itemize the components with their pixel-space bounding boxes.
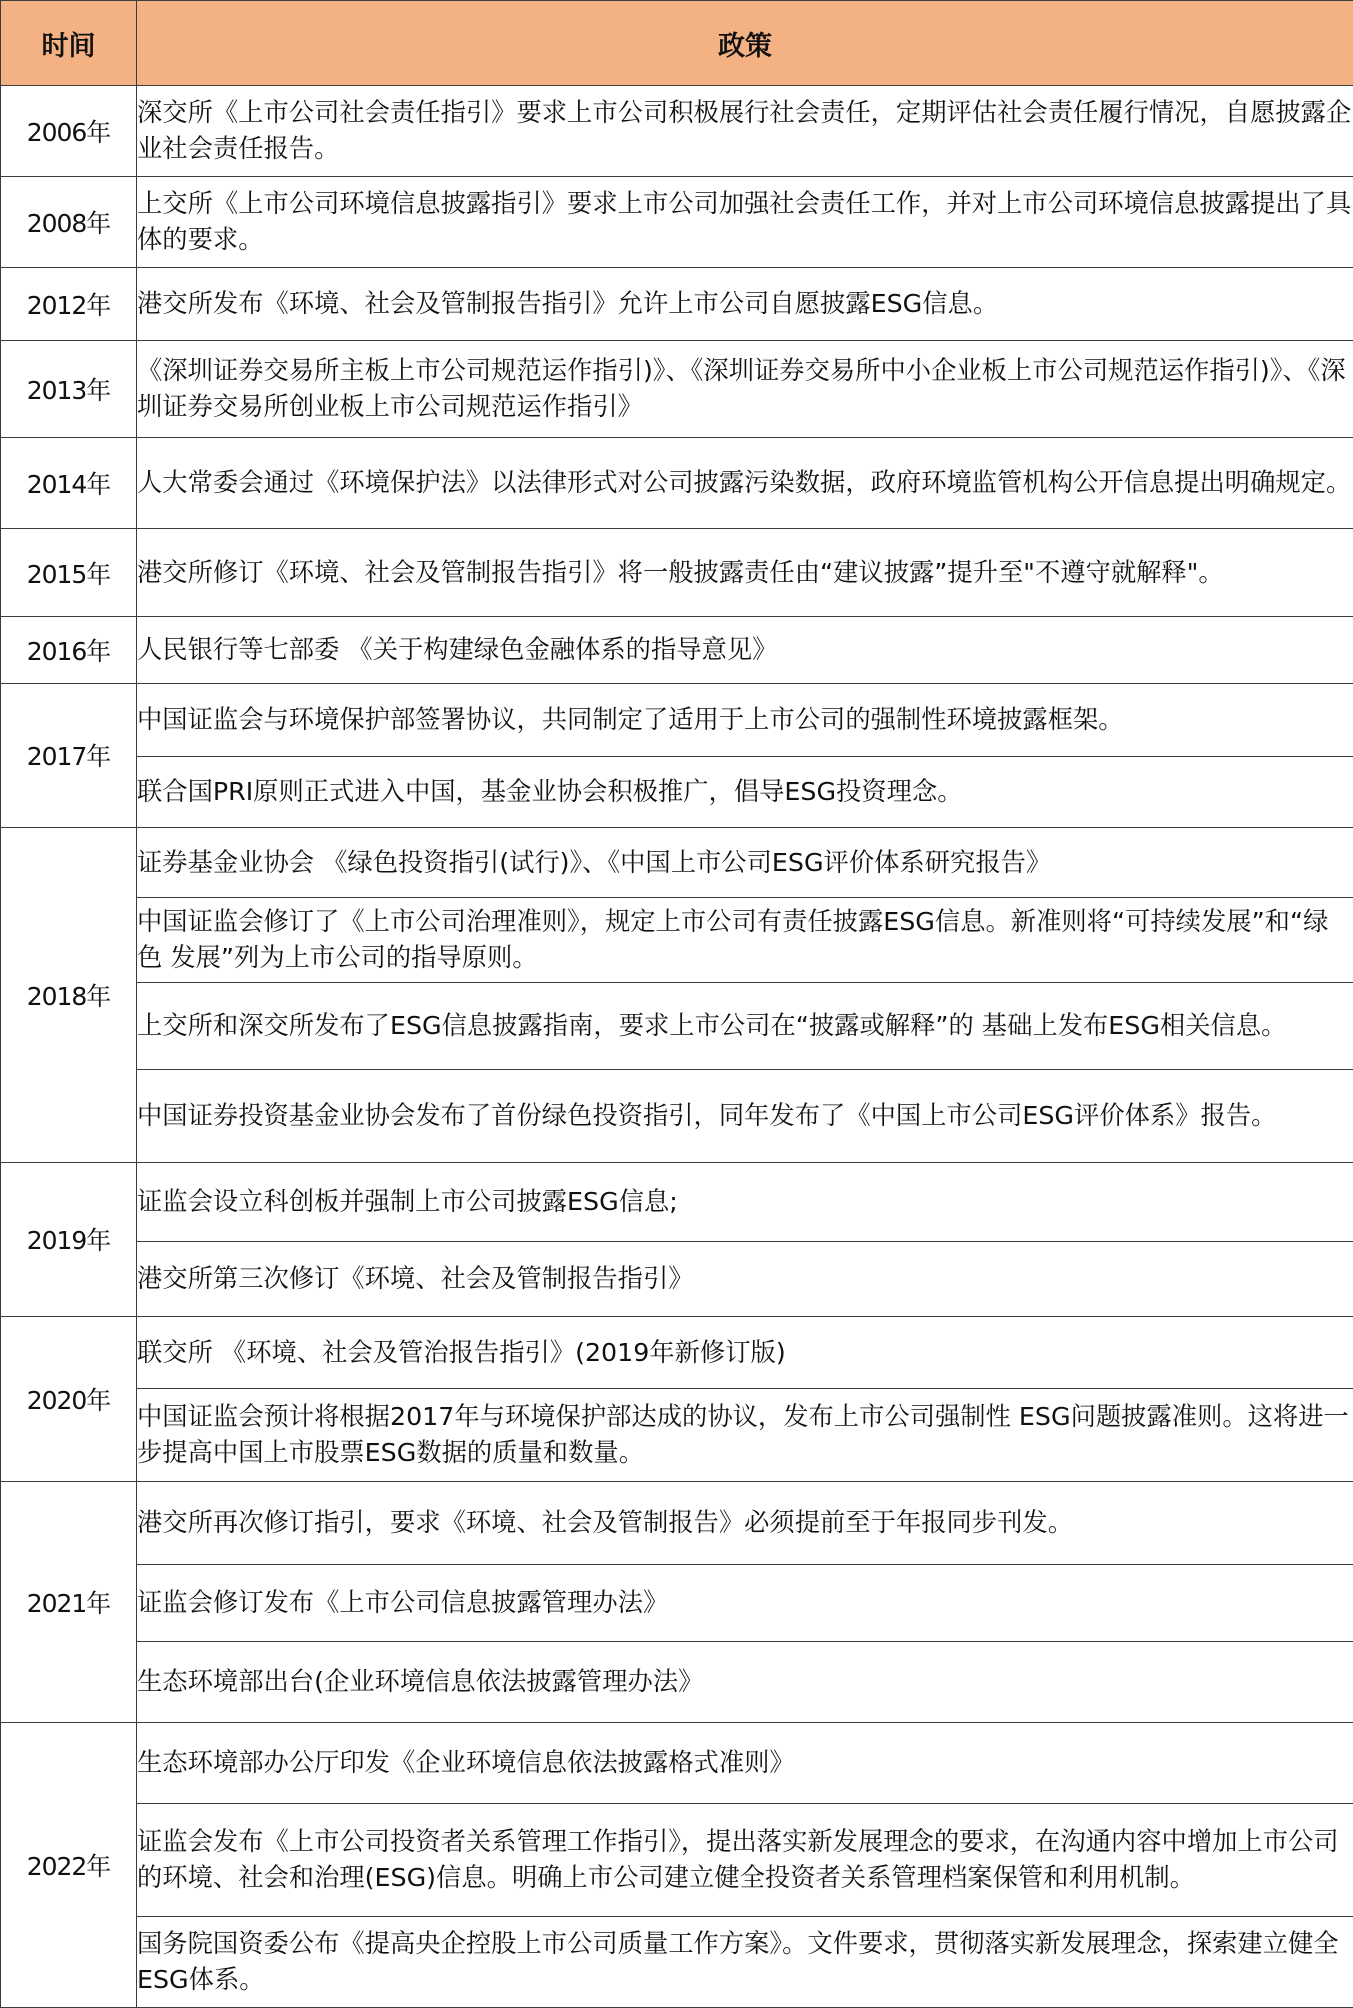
table-row [1,1163,1353,1242]
table-row [1,1642,1353,1723]
table-row [1,1070,1353,1163]
policy-cell: 中国证监会预计将根据2017年与环境保护部达成的协议，发布上市公司强制性 ESG问题披露准则。这将进一步提高中国上市股票ESG数据的质量和数量。 [137,1389,1353,1482]
year-cell: 2008年 [1,176,137,267]
table-row [1,1916,1353,2007]
year-cell: 2018年 [1,827,137,1162]
table-row [1,898,1353,983]
table-row [1,176,1353,267]
table-row [1,983,1353,1070]
table-row [1,1722,1353,1803]
policy-cell: 生态环境部出台(企业环境信息依法披露管理办法》 [137,1642,1353,1723]
policy-cell: 联合国PRI原则正式进入中国，基金业协会积极推广，倡导ESG投资理念。 [137,756,1353,827]
year-cell: 2014年 [1,437,137,528]
year-cell: 2019年 [1,1163,137,1317]
table-row [1,86,1353,177]
policy-cell: 《深圳证券交易所主板上市公司规范运作指引)》、《深圳证券交易所中小企业板上市公司规范运作指引)》、《深圳证券交易所创业板上市公司规范运作指引》 [137,340,1353,437]
policy-cell: 中国证监会与环境保护部签署协议，共同制定了适用于上市公司的强制性环境披露框架。 [137,684,1353,757]
table-row [1,437,1353,528]
table-row [1,1316,1353,1389]
header-time: 时间 [1,1,137,86]
year-cell: 2016年 [1,617,137,684]
year-cell: 2015年 [1,528,137,617]
policy-cell: 证监会修订发布《上市公司信息披露管理办法》 [137,1565,1353,1642]
year-cell: 2020年 [1,1316,137,1482]
year-cell: 2006年 [1,86,137,177]
year-cell: 2013年 [1,340,137,437]
table-body [1,86,1353,2008]
table-row [1,756,1353,827]
policy-cell: 港交所发布《环境、社会及管制报告指引》允许上市公司自愿披露ESG信息。 [137,267,1353,340]
header-policy: 政策 [137,1,1353,86]
table-row [1,617,1353,684]
policy-cell: 中国证监会修订了《上市公司治理准则》，规定上市公司有责任披露ESG信息。新准则将“可持续发展”和“绿色 发展”列为上市公司的指导原则。 [137,898,1353,983]
policy-cell: 生态环境部办公厅印发《企业环境信息依法披露格式准则》 [137,1722,1353,1803]
policy-cell: 港交所再次修订指引，要求《环境、社会及管制报告》必须提前至于年报同步刊发。 [137,1482,1353,1565]
policy-cell: 中国证券投资基金业协会发布了首份绿色投资指引，同年发布了《中国上市公司ESG评价体系》报告。 [137,1070,1353,1163]
table-row [1,1241,1353,1316]
policy-cell: 港交所修订《环境、社会及管制报告指引》将一般披露责任由“建议披露”提升至"不遵守就解释"。 [137,528,1353,617]
year-cell: 2012年 [1,267,137,340]
table-row [1,1803,1353,1916]
policy-cell: 证券基金业协会 《绿色投资指引(试行)》、《中国上市公司ESG评价体系研究报告》 [137,827,1353,898]
policy-cell: 证监会发布《上市公司投资者关系管理工作指引》，提出落实新发展理念的要求，在沟通内容中增加上市公司的环境、社会和治理(ESG)信息。明确上市公司建立健全投资者关系管理档案保管和利用机制。 [137,1803,1353,1916]
policy-cell: 上交所和深交所发布了ESG信息披露指南，要求上市公司在“披露或解释”的 基础上发布ESG相关信息。 [137,983,1353,1070]
year-cell: 2022年 [1,1722,137,2007]
table-row [1,1565,1353,1642]
table-row [1,340,1353,437]
policy-cell: 港交所第三次修订《环境、社会及管制报告指引》 [137,1241,1353,1316]
table-row [1,528,1353,617]
policy-cell: 上交所《上市公司环境信息披露指引》要求上市公司加强社会责任工作，并对上市公司环境信息披露提出了具体的要求。 [137,176,1353,267]
policy-cell: 深交所《上市公司社会责任指引》要求上市公司积极展行社会责任，定期评估社会责任履行情况，自愿披露企业社会责任报告。 [137,86,1353,177]
table-row [1,267,1353,340]
table-row [1,1482,1353,1565]
policy-cell: 证监会设立科创板并强制上市公司披露ESG信息; [137,1163,1353,1242]
policy-cell: 人民银行等七部委 《关于构建绿色金融体系的指导意见》 [137,617,1353,684]
header-row [1,1,1353,86]
policy-cell: 人大常委会通过《环境保护法》以法律形式对公司披露污染数据，政府环境监管机构公开信息提出明确规定。 [137,437,1353,528]
year-cell: 2021年 [1,1482,137,1722]
policy-cell: 国务院国资委公布《提高央企控股上市公司质量工作方案》。文件要求，贯彻落实新发展理念，探索建立健全ESG体系。 [137,1916,1353,2007]
policy-cell: 联交所 《环境、社会及管治报告指引》(2019年新修订版) [137,1316,1353,1389]
year-cell: 2017年 [1,684,137,827]
table-row [1,684,1353,757]
table-row [1,827,1353,898]
table-row [1,1389,1353,1482]
